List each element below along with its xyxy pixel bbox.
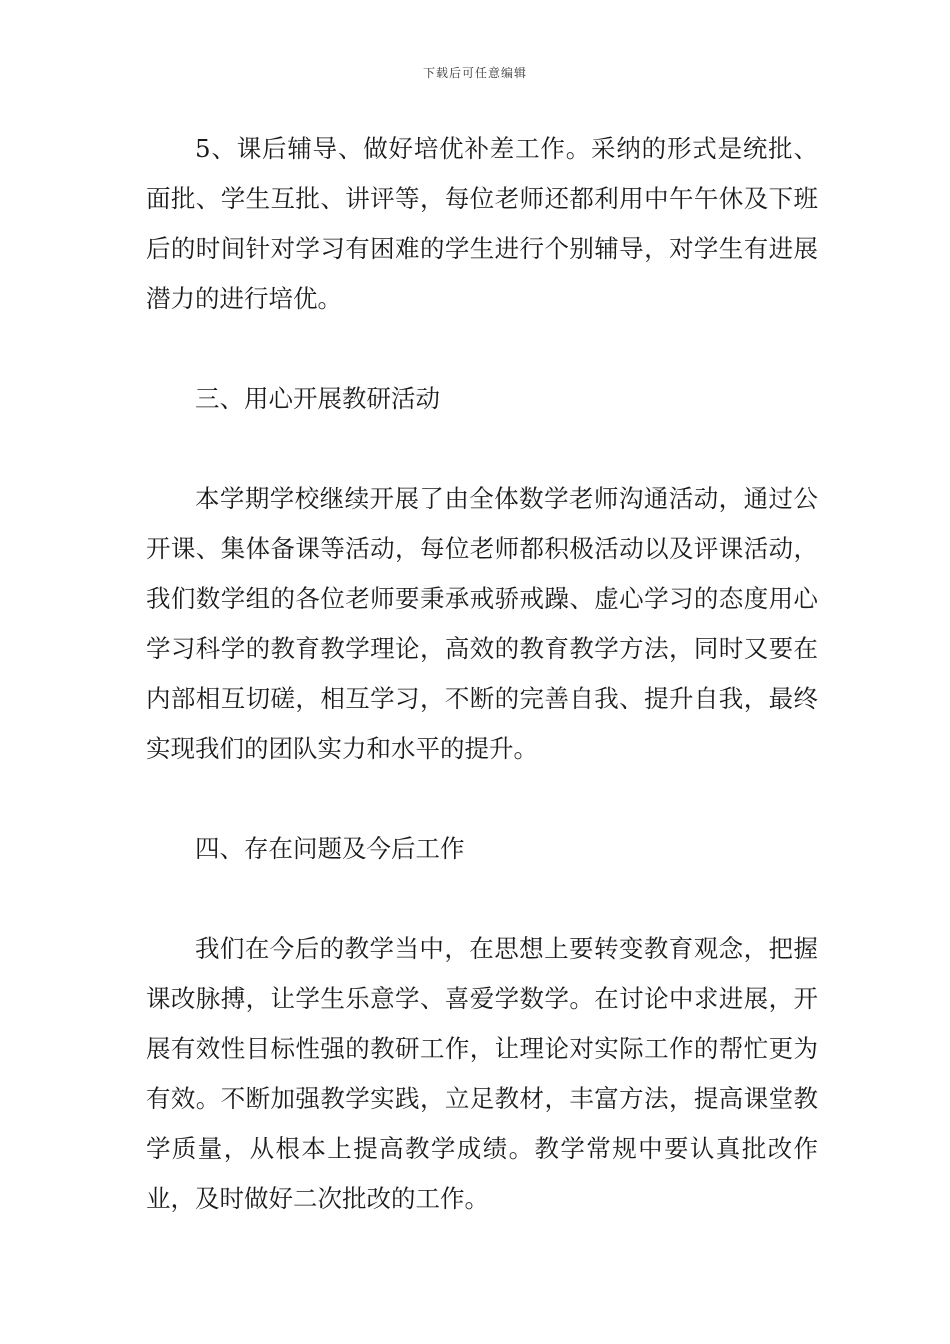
spacer [146,874,818,924]
spacer [146,324,818,374]
paragraph-research-activities: 本学期学校继续开展了由全体数学老师沟通活动，通过公开课、集体备课等活动，每位老师都积极活动以及评课活动，我们数学组的各位老师要秉承戒骄戒躁、虚心学习的态度用心学习科学的教育教学理论，高效的教育教学方法，同时又要在内部相互切磋，相互学习，不断的完善自我、提升自我，最终实现我们的团队实力和水平的提升。 [146,484,818,763]
header-note: 下载后可任意编辑 [422,66,527,80]
spacer [146,424,818,474]
heading-problems-future-work: 四、存在问题及今后工作 [195,834,465,863]
heading-teaching-research: 三、用心开展教研活动 [195,384,440,413]
paragraph-tutoring: 5、课后辅导、做好培优补差工作。采纳的形式是统批、面批、学生互批、讲评等，每位老师还都利用中午午休及下班后的时间针对学习有困难的学生进行个别辅导，对学生有进展潜力的进行培优。 [146,134,818,313]
document-body [146,124,818,1224]
paragraph-future-plan: 我们在今后的教学当中，在思想上要转变教育观念，把握课改脉搏，让学生乐意学、喜爱学数学。在讨论中求进展，开展有效性目标性强的教研工作，让理论对实际工作的帮忙更为有效。不断加强教学实践，立足教材，丰富方法，提高课堂教学质量，从根本上提高教学成绩。教学常规中要认真批改作业，及时做好二次批改的工作。 [146,934,818,1213]
spacer [146,774,818,824]
